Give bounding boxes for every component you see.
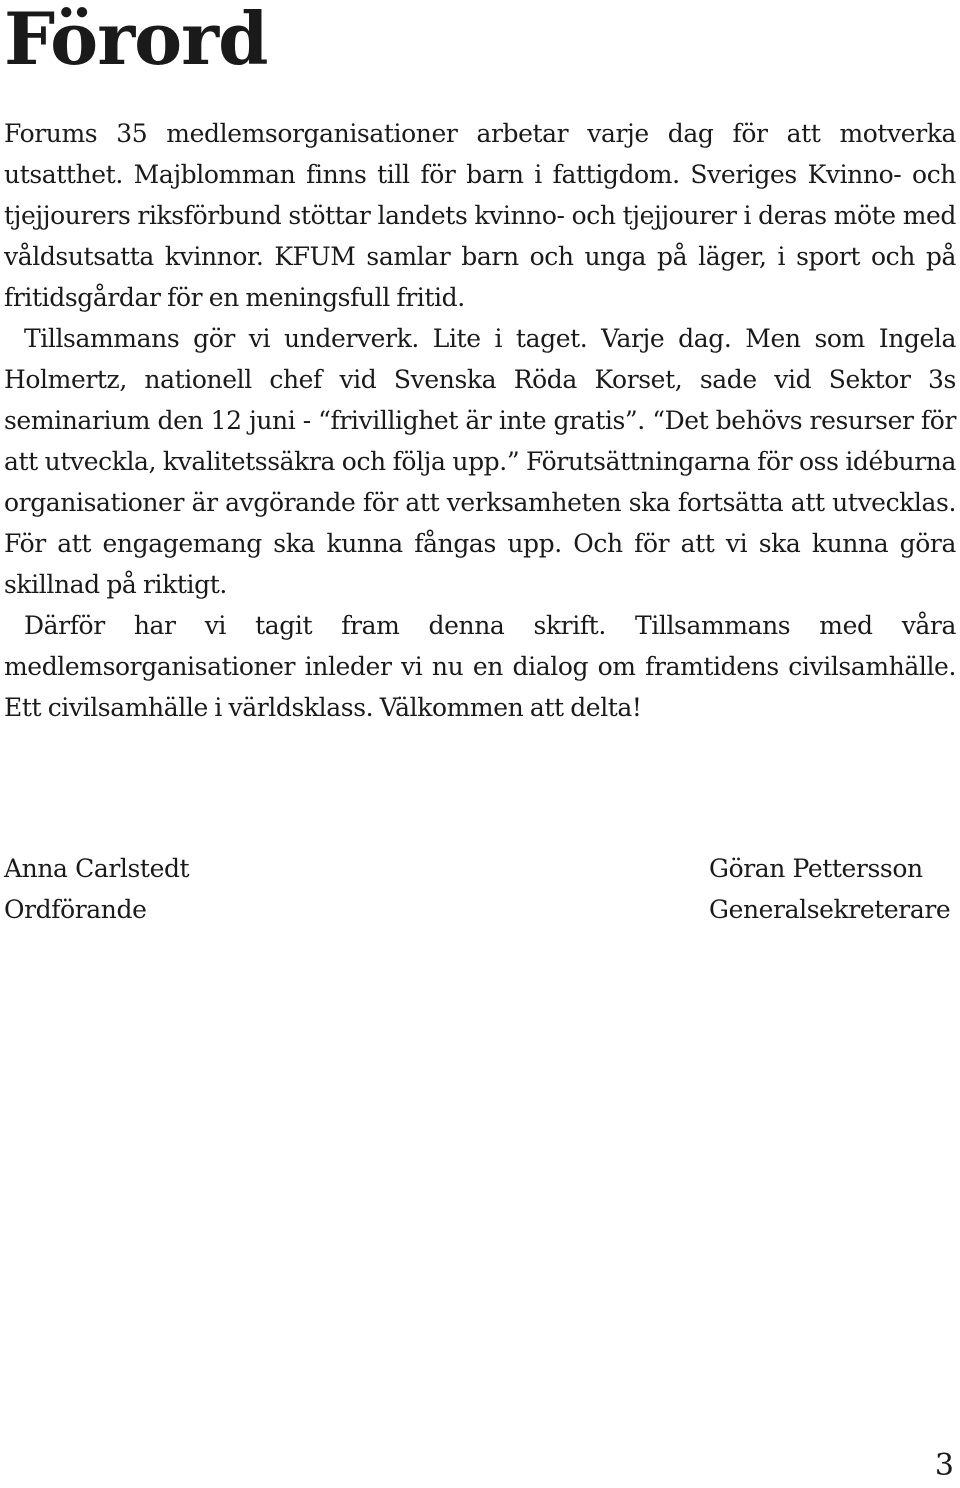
body-text xyxy=(4,113,956,728)
signature-left-role: Ordförande xyxy=(4,895,147,924)
page-title: Förord xyxy=(4,0,268,81)
page-number: 3 xyxy=(934,1448,954,1483)
signature-left xyxy=(4,848,189,930)
paragraph-1: Forums 35 medlemsorganisationer arbetar varje dag för att motverka utsatthet. Majblomman finns till för barn i fattigdom. Sveriges Kvinno- och tjejjourers riksförbund stöttar landets kvinno- och tjejjourer i deras möte med våldsutsatta kvinnor. KFUM samlar barn och unga på läger, i sport och på fritidsgårdar för en meningsfull fritid. xyxy=(4,119,956,312)
signature-right xyxy=(709,848,950,930)
signature-left-name: Anna Carlstedt xyxy=(4,854,190,883)
signature-right-role: Generalsekreterare xyxy=(709,895,951,924)
paragraph-3: Därför har vi tagit fram denna skrift. Tillsammans med våra medlemsorganisationer inleder vi nu en dialog om framtidens civilsamhälle. Ett civilsamhälle i världsklass. Välkommen att delta! xyxy=(4,611,956,722)
paragraph-2: Tillsammans gör vi underverk. Lite i taget. Varje dag. Men som Ingela Holmertz, nationell chef vid Svenska Röda Korset, sade vid Sektor 3s seminarium den 12 juni - “frivillighet är inte gratis”. “Det behövs resurser för att utveckla, kvalitetssäkra och följa upp.” Förutsättningarna för oss idéburna organisationer är avgörande för att verksamheten ska fortsätta att utvecklas. För att engagemang ska kunna fångas upp. Och för att vi ska kunna göra skillnad på riktigt. xyxy=(4,324,956,599)
signature-right-name: Göran Pettersson xyxy=(709,854,923,883)
